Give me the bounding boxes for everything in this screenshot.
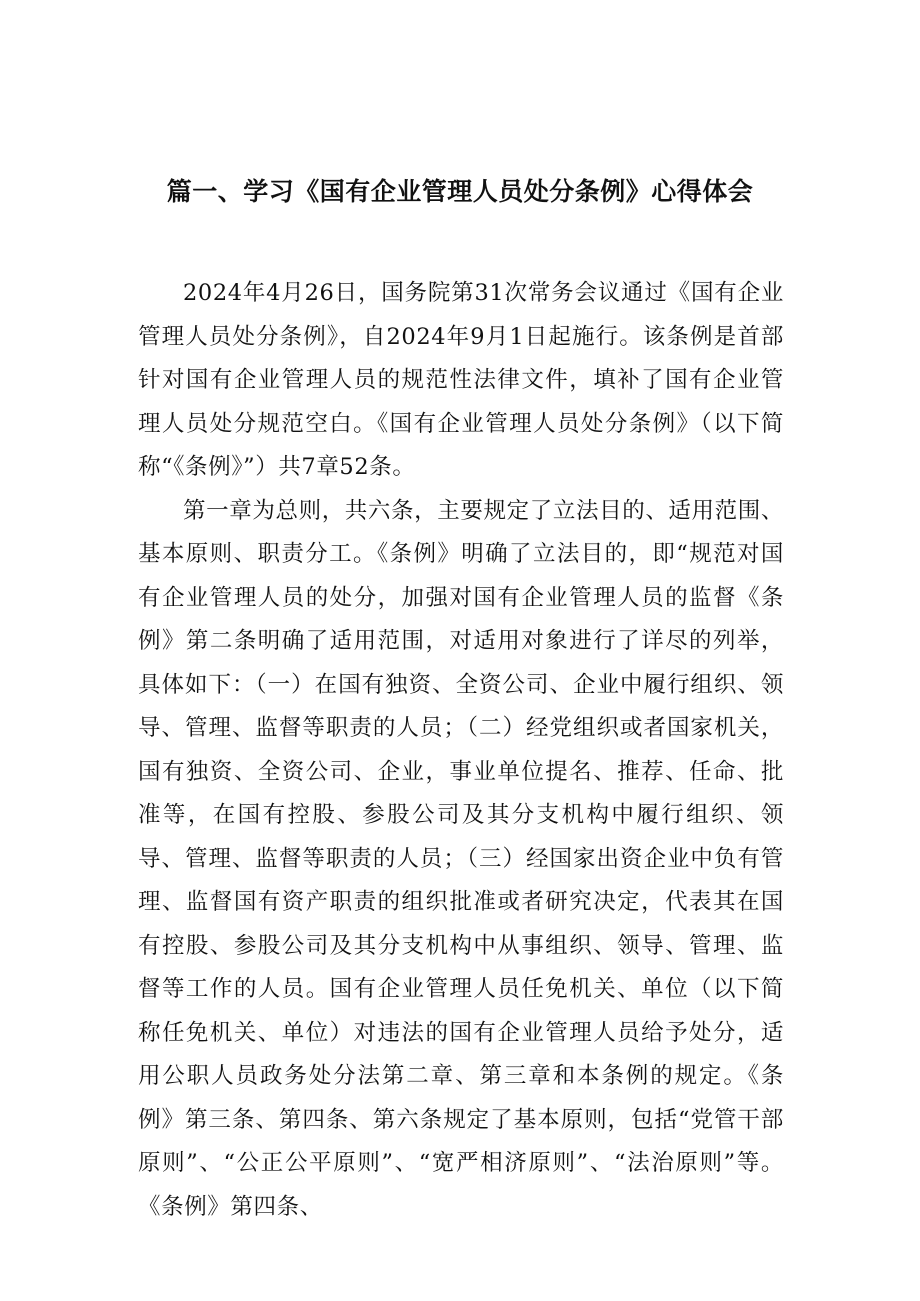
- paragraph-chapter-one: 第一章为总则，共六条，主要规定了立法目的、适用范围、基本原则、职责分工。《条例》明确了立法目的，即“规范对国有企业管理人员的处分，加强对国有企业管理人员的监督《条例》第二条明确了适用范围，对适用对象进行了详尽的列举，具体如下：（一）在国有独资、全资公司、企业中履行组织、领导、管理、监督等职责的人员；（二）经党组织或者国家机关，国有独资、全资公司、企业，事业单位提名、推荐、任命、批准等，在国有控股、参股公司及其分支机构中履行组织、领导、管理、监督等职责的人员；（三）经国家出资企业中负有管理、监督国有资产职责的组织批准或者研究决定，代表其在国有控股、参股公司及其分支机构中从事组织、领导、管理、监督等工作的人员。国有企业管理人员任免机关、单位（以下简称任免机关、单位）对违法的国有企业管理人员给予处分，适用公职人员政务处分法第二章、第三章和本条例的规定。《条例》第三条、第四条、第六条规定了基本原则，包括“党管干部原则”、“公正公平原则”、“宽严相济原则”、“法治原则”等。《条例》第四条、: [138, 497, 784, 1220]
- document-body: [138, 272, 784, 1229]
- document-title: 篇一、学习《国有企业管理人员处分条例》心得体会: [166, 177, 754, 206]
- paragraph-intro: 2024年4月26日，国务院第31次常务会议通过《国有企业管理人员处分条例》，自2024年9月1日起施行。该条例是首部针对国有企业管理人员的规范性法律文件，填补了国有企业管理人员处分规范空白。《国有企业管理人员处分条例》（以下简称“《条例》”）共7章52条。: [138, 280, 784, 480]
